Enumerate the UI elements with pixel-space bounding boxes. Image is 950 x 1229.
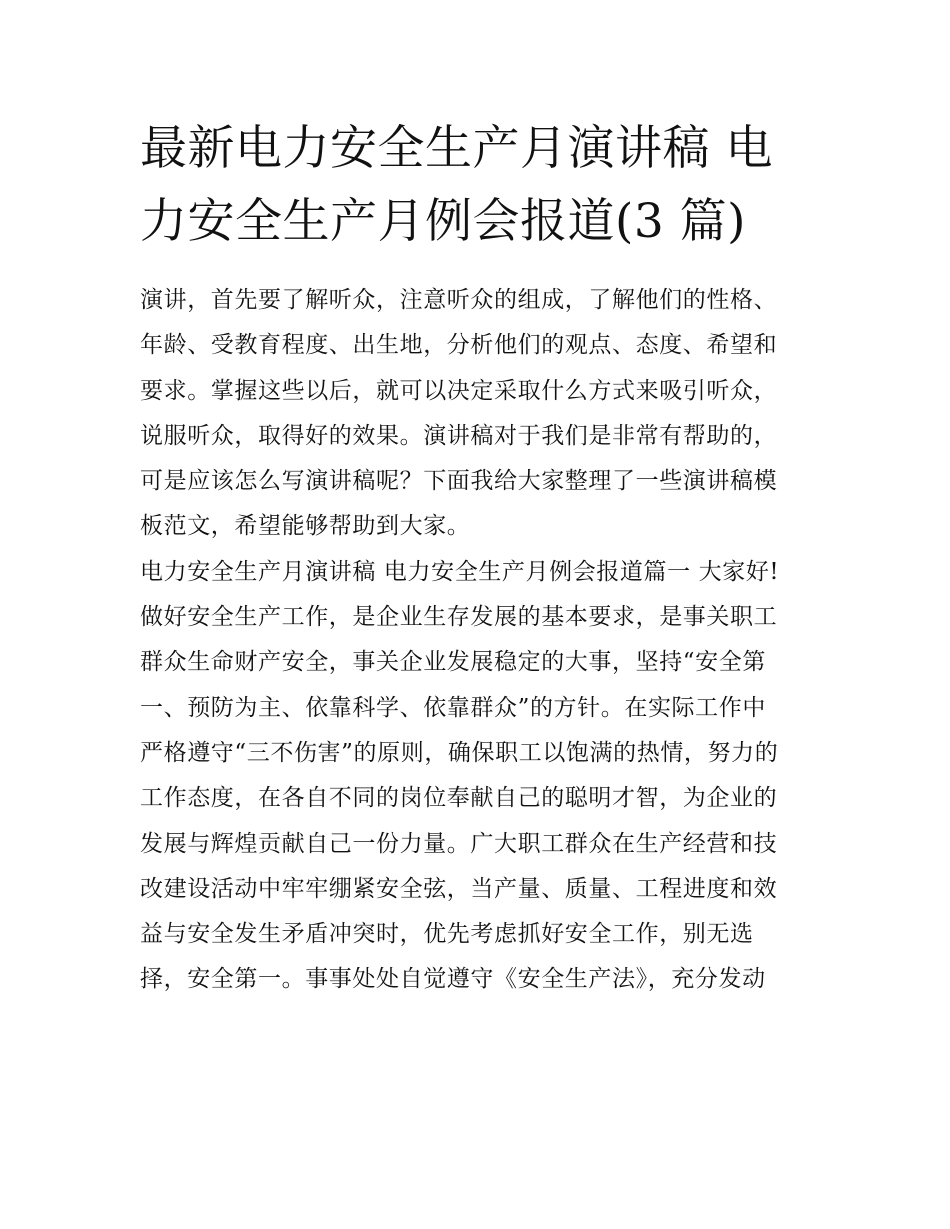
- body-line: 择，安全第一。事事处处自觉遵守《安全生产法》，充分发动: [140, 966, 766, 993]
- body-line: 群众生命财产安全，事关企业发展稳定的大事，坚持“安全第: [140, 649, 766, 676]
- body-line: 年龄、受教育程度、出生地，分析他们的观点、态度、希望和: [140, 332, 778, 359]
- document-body: [140, 278, 820, 1003]
- body-line: 做好安全生产工作，是企业生存发展的基本要求，是事关职工: [140, 604, 778, 631]
- body-line: 说服听众，取得好的效果。演讲稿对于我们是非常有帮助的，: [140, 422, 778, 449]
- body-line: 发展与辉煌贡献自己一份力量。广大职工群众在生产经营和技: [140, 830, 778, 857]
- title-line: 最新电力安全生产月演讲稿 电: [140, 121, 773, 176]
- body-line: 改建设活动中牢牢绷紧安全弦，当产量、质量、工程进度和效: [140, 875, 778, 902]
- body-line: 可是应该怎么写演讲稿呢？下面我给大家整理了一些演讲稿模: [140, 468, 778, 495]
- body-line: 一、预防为主、依靠科学、依靠群众”的方针。在实际工作中: [140, 694, 766, 721]
- body-line: 益与安全发生矛盾冲突时，优先考虑抓好安全工作，别无选: [140, 921, 754, 948]
- body-line: 严格遵守“三不伤害”的原则，确保职工以饱满的热情，努力的: [140, 739, 779, 766]
- body-line: 演讲，首先要了解听众，注意听众的组成，了解他们的性格、: [140, 287, 778, 313]
- title-line: 力安全生产月例会报道(3 篇): [140, 194, 747, 249]
- body-line: 要求。掌握这些以后，就可以决定采取什么方式来吸引听众，: [140, 377, 778, 404]
- body-line: 电力安全生产月演讲稿 电力安全生产月例会报道篇一 大家好!: [140, 558, 780, 585]
- body-line: 工作态度，在各自不同的岗位奉献自己的聪明才智，为企业的: [140, 785, 778, 812]
- body-line: 板范文，希望能够帮助到大家。: [140, 513, 471, 540]
- document-title: [140, 112, 840, 258]
